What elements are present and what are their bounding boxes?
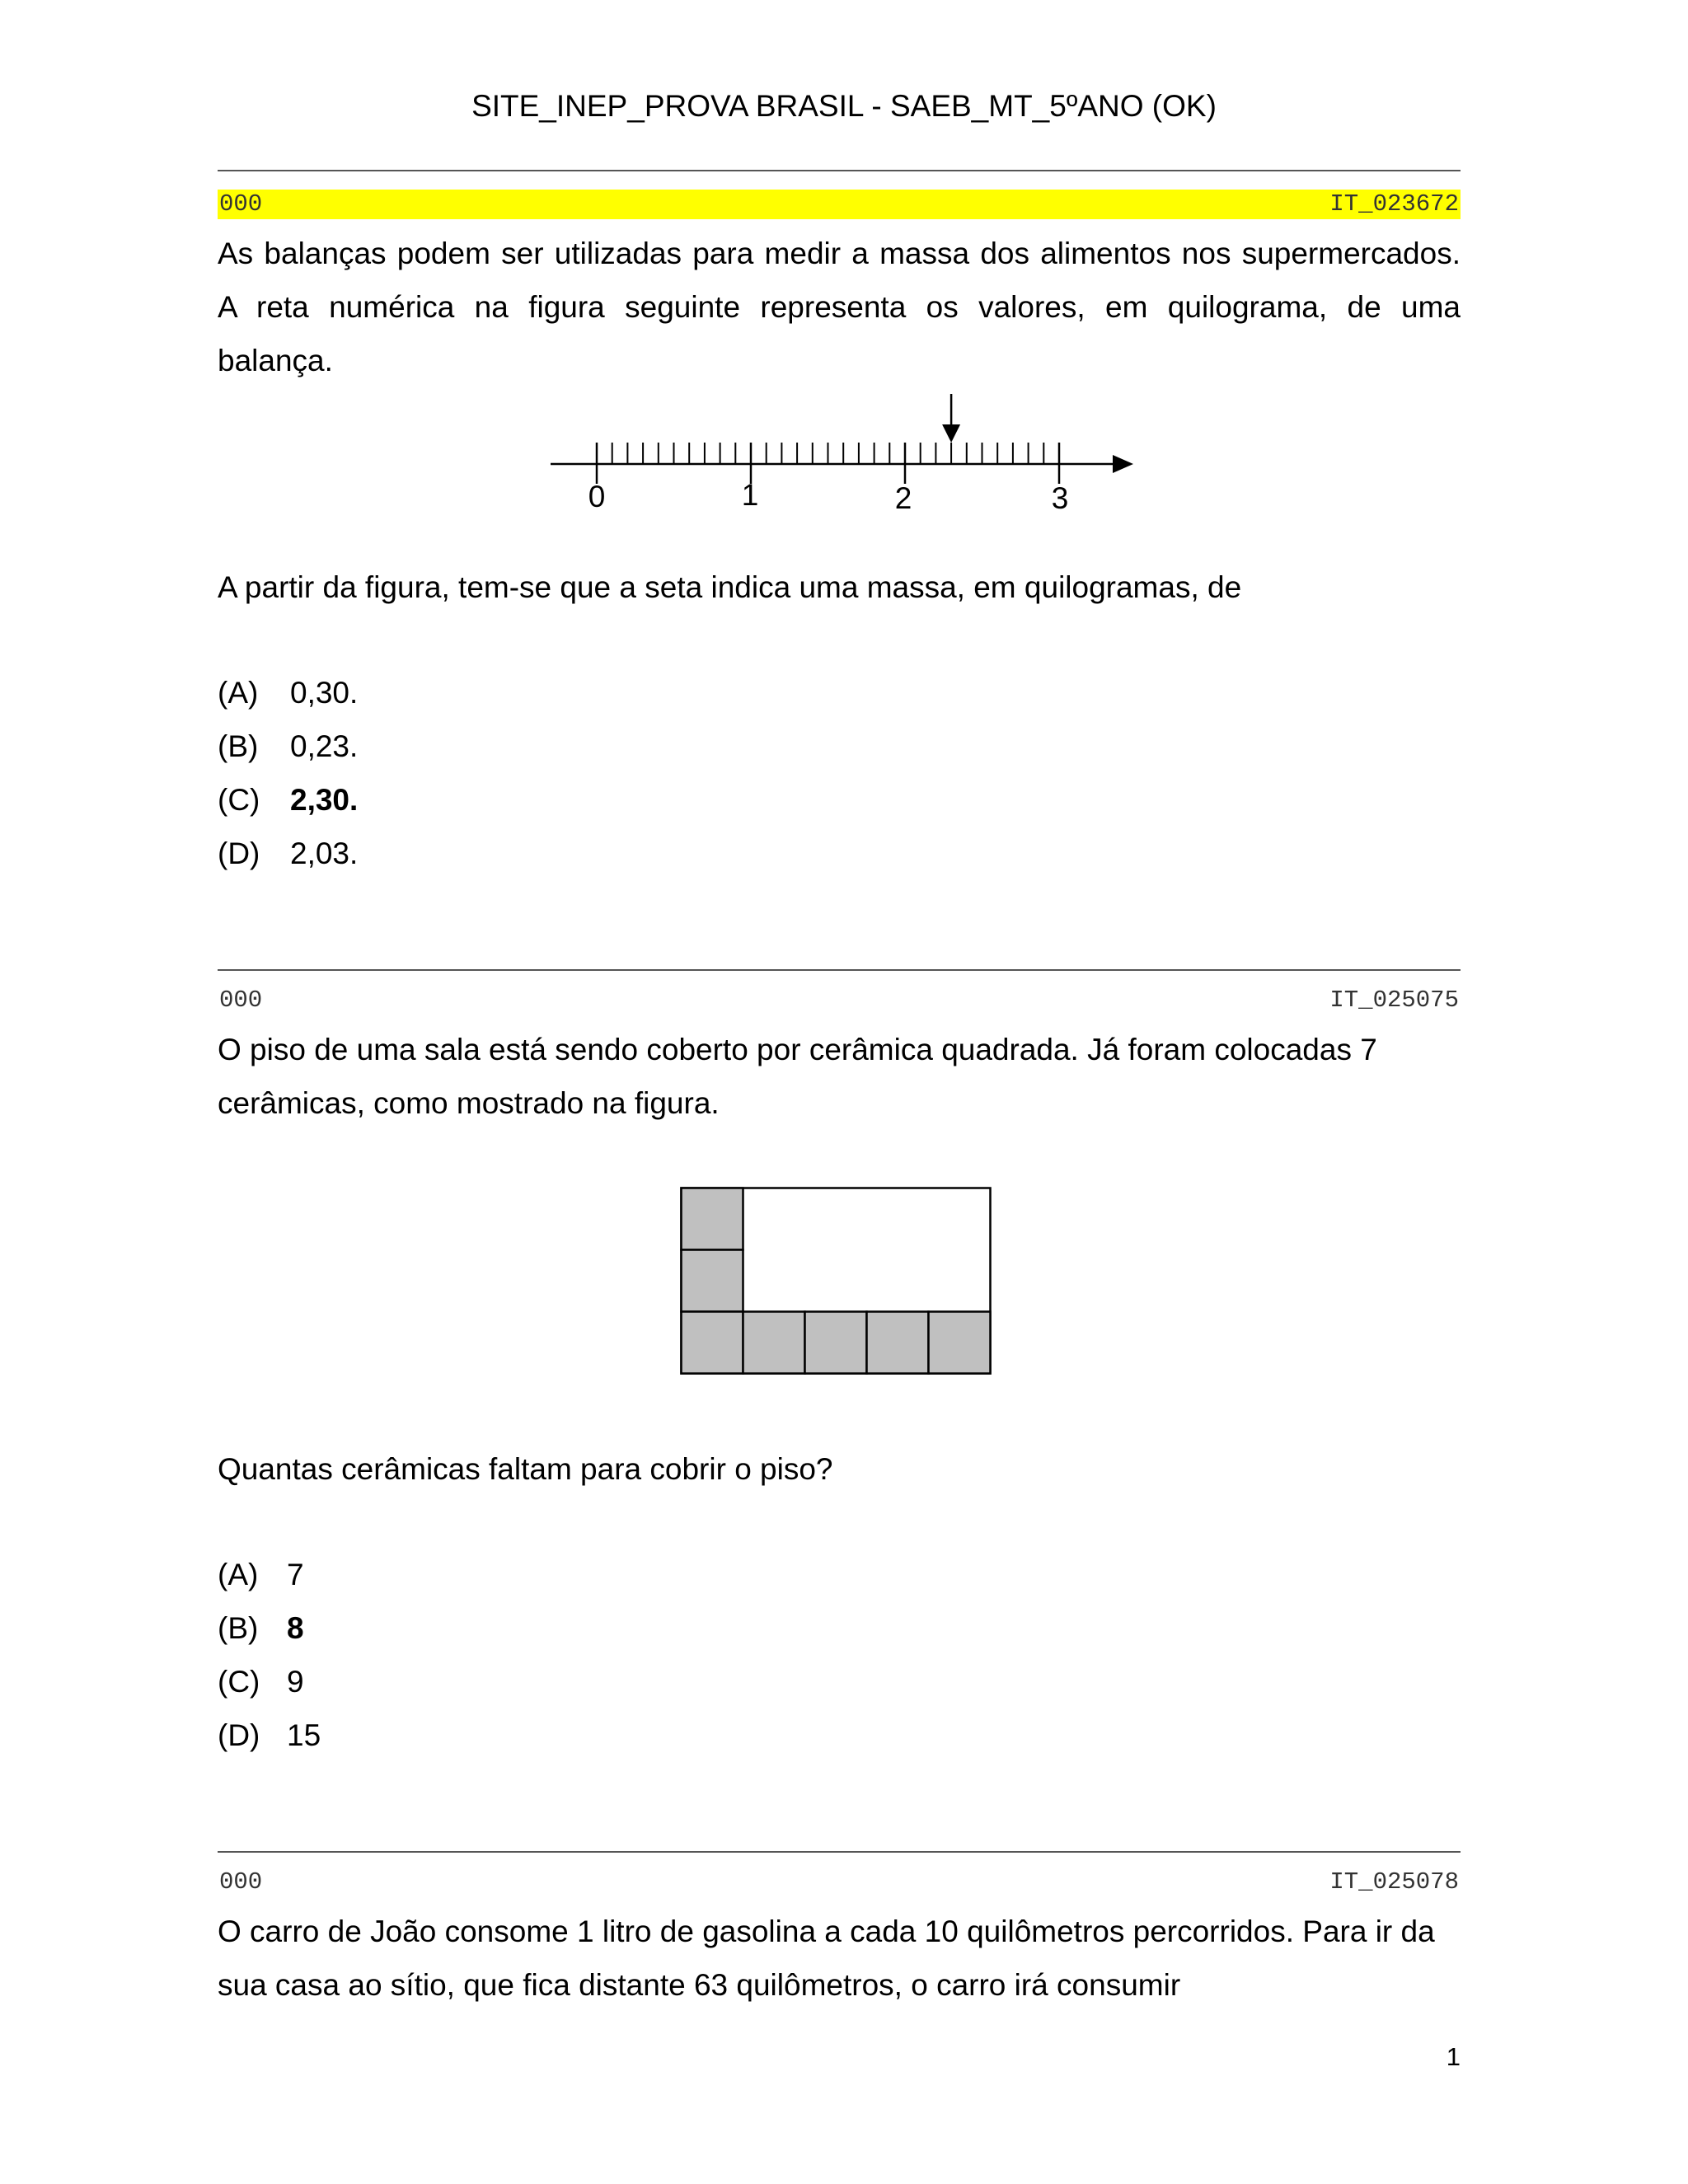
stem-line: As balanças podem ser utilizadas para medir a massa dos alimentos nos supermercados.	[218, 237, 1461, 270]
question-prompt: Quantas cerâmicas faltam para cobrir o piso?	[218, 1452, 833, 1486]
question-stem	[218, 1023, 1461, 1130]
tile	[929, 1312, 991, 1374]
question-prompt: A partir da figura, tem-se que a seta indica uma massa, em quilogramas, de	[218, 570, 1242, 604]
question-number: 000	[219, 190, 263, 218]
tile	[682, 1188, 743, 1250]
pointer-arrow	[942, 394, 960, 443]
stem-line: A reta numérica na figura seguinte representa os valores, em quilograma, de uma	[218, 290, 1461, 324]
number-line-figure	[544, 391, 1137, 536]
tile	[682, 1250, 743, 1312]
tile	[743, 1312, 805, 1374]
item-code: IT_025078	[1329, 1868, 1459, 1896]
question-number: 000	[219, 1868, 263, 1896]
question-stem	[218, 227, 1461, 387]
stem-line: sua casa ao sítio, que fica distante 63 quilômetros, o carro irá consumir	[218, 1968, 1181, 2002]
tick-label: 0	[588, 480, 606, 513]
question-code-row	[218, 190, 1461, 219]
tick-label: 2	[894, 481, 912, 515]
pointer-head	[942, 424, 960, 443]
question-number: 000	[219, 987, 263, 1014]
tile	[805, 1312, 867, 1374]
separator-rule	[218, 1851, 1461, 1853]
separator-rule	[218, 969, 1461, 971]
page-number: 1	[1446, 2042, 1461, 2071]
floor-tiles-figure	[680, 1187, 993, 1378]
axis-arrowhead	[1113, 455, 1133, 473]
page-title: SITE_INEP_PROVA BRASIL - SAEB_MT_5ºANO (OK)	[471, 89, 1217, 123]
tile	[867, 1312, 929, 1374]
stem-line: balança.	[218, 344, 333, 377]
separator-rule	[218, 170, 1461, 171]
item-code: IT_023672	[1329, 190, 1459, 218]
tick-label: 1	[741, 478, 759, 512]
stem-line: O piso de uma sala está sendo coberto por cerâmica quadrada. Já foram colocadas 7	[218, 1033, 1377, 1066]
question-code-row	[218, 1868, 1461, 1897]
stem-line: cerâmicas, como mostrado na figura.	[218, 1086, 720, 1120]
item-code: IT_025075	[1329, 987, 1459, 1014]
question-code-row	[218, 986, 1461, 1015]
question-stem	[218, 1905, 1461, 2012]
tile	[682, 1312, 743, 1374]
tick-label: 3	[1051, 481, 1069, 515]
stem-line: O carro de João consome 1 litro de gasolina a cada 10 quilômetros percorridos. Para ir da	[218, 1915, 1435, 1948]
